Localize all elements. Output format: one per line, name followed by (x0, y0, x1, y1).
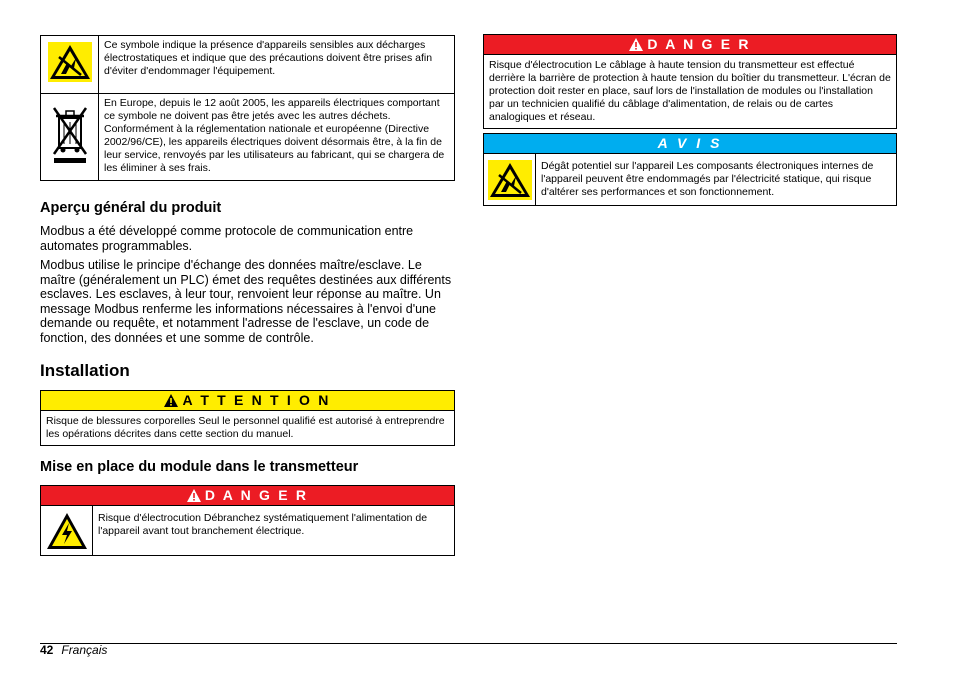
danger-bar (41, 486, 454, 506)
danger-label: D A N G E R (204, 487, 309, 503)
danger-text: Risque d'électrocution Le câblage à haute tension du transmetteur est effectué derrière la barrière de protection à haute tension du boîtier du transmetteur. L'écran de protection doit rester en place, sauf lors de l'installation de modules ou l'installation par un technicien qualifié du câblage d'alimentation, de relais ou de cartes analogiques et réseau. (489, 59, 891, 123)
overview-paragraph-1: Modbus a été développé comme protocole de communication entre automates programmables. (40, 224, 414, 253)
installation-heading: Installation (40, 361, 130, 380)
symbol-description: En Europe, depuis le 12 août 2005, les appareils électriques comportant ce symbole ne doivent pas être jetés avec les autres déchets. Conformément à la réglementation nationale et européenne (Directive 2002/96/CE), les appareils électriques doivent désormais être, à la fin de leur service, renvoyés par les utilisateurs au fabricant, qui se chargera de les éliminer à ses frais. (99, 94, 455, 181)
attention-label: A T T E N T I O N (182, 392, 331, 408)
danger-bar (484, 35, 896, 55)
symbol-row-esd (41, 36, 455, 94)
esd-warning-icon (484, 154, 536, 205)
symbol-table (40, 35, 455, 181)
footer (40, 643, 107, 657)
page-number: 42 (40, 643, 54, 657)
footer-rule (40, 643, 897, 644)
footer-language: Français (61, 643, 108, 657)
danger-box-left (40, 485, 455, 556)
module-heading: Mise en place du module dans le transmetteur (40, 459, 359, 475)
danger-box-right (483, 34, 897, 129)
overview-heading: Aperçu général du produit (40, 200, 222, 216)
weee-crossed-bin-icon (41, 94, 99, 181)
warning-triangle-icon (629, 37, 643, 56)
attention-bar (41, 391, 454, 411)
danger-content (41, 506, 454, 555)
avis-bar: A V I S (484, 134, 896, 154)
electric-shock-icon (41, 506, 93, 555)
esd-warning-icon (41, 36, 99, 94)
danger-label: D A N G E R (647, 36, 751, 52)
symbol-row-weee (41, 94, 455, 181)
avis-box (483, 133, 897, 206)
warning-triangle-icon (187, 488, 201, 507)
overview-paragraph-2: Modbus utilise le principe d'échange des données maître/esclave. Le maître (généralement un PLC) émet des requêtes destinées aux différents esclaves. Les esclaves, à leur tour, renvoient leur réponse au maître. Un message Modbus renferme les informations nécessaires à l'envoi d'une demande ou requête, et notamment l'adresse de l'esclave, un code de fonction, des données et une somme de contrôle. (40, 258, 452, 345)
left-column (40, 35, 455, 181)
attention-box (40, 390, 455, 446)
warning-triangle-icon (164, 393, 178, 412)
symbol-description: Ce symbole indique la présence d'appareils sensibles aux décharges électrostatiques et indique que des précautions doivent être prises afin d'éviter d'endommager l'équipement. (99, 36, 455, 94)
avis-content (484, 154, 896, 205)
attention-text: Risque de blessures corporelles Seul le personnel qualifié est autorisé à entreprendre les opérations décrites dans cette section du manuel. (46, 415, 445, 440)
danger-text: Risque d'électrocution Débranchez systématiquement l'alimentation de l'appareil avant tout branchement électrique. (98, 512, 428, 537)
avis-text: Dégât potentiel sur l'appareil Les composants électroniques internes de l'appareil peuvent être endommagés par l'électricité statique, qui risque d'altérer ses performances et son fonctionnement. (541, 160, 874, 198)
